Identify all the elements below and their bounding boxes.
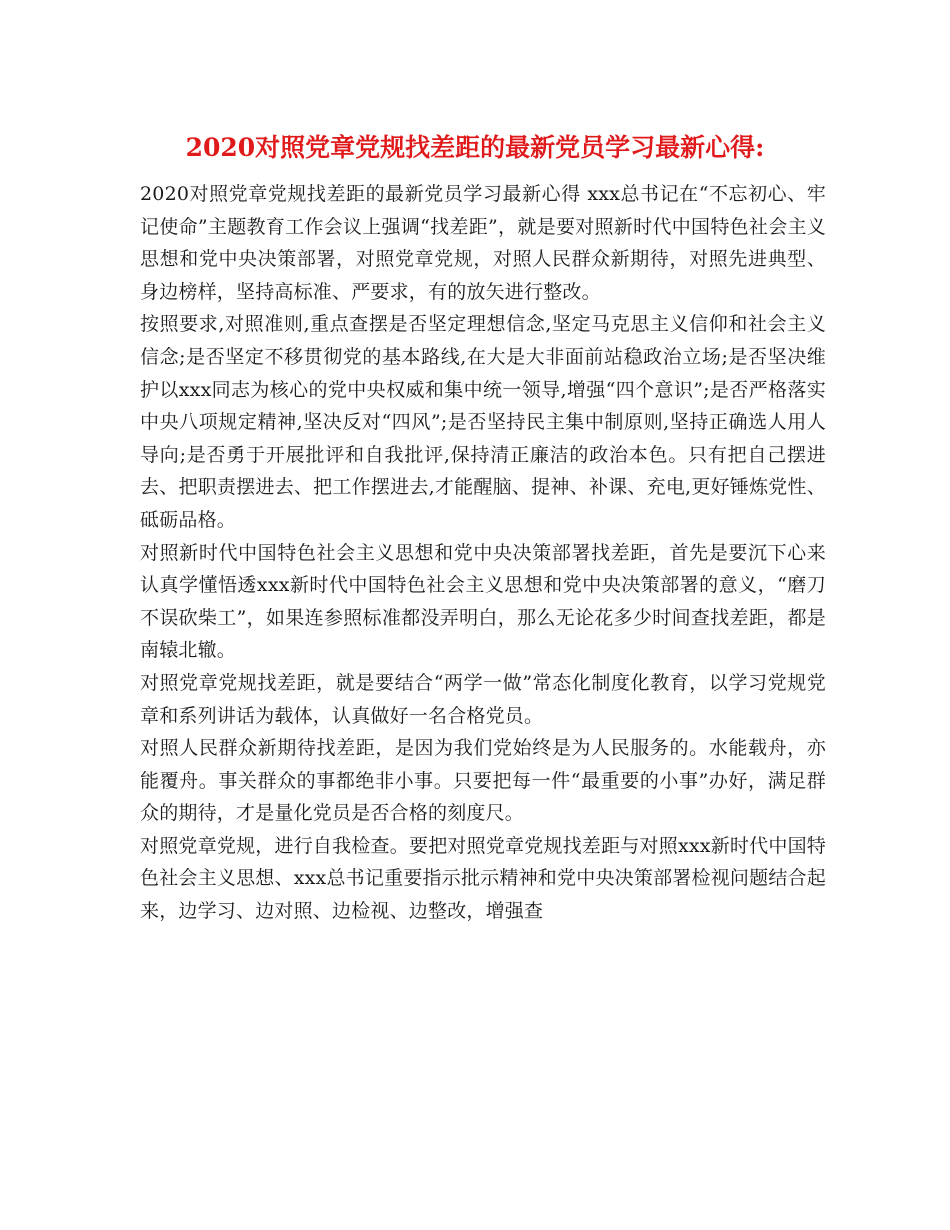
paragraph-3: 对照新时代中国特色社会主义思想和党中央决策部署找差距，首先是要沉下心来认真学懂悟透xxx新时代中国特色社会主义思想和党中央决策部署的意义，“磨刀不误砍柴工”，如果连参照标准都没弄明白，那么无论花多少时间查找差距，都是南辕北辙。 <box>140 541 826 662</box>
paragraph-4: 对照党章党规找差距，就是要结合“两学一做”常态化制度化教育，以学习党规党章和系列讲话为载体，认真做好一名合格党员。 <box>140 671 826 727</box>
document-title: 2020对照党章党规找差距的最新党员学习最新心得: <box>185 133 765 162</box>
paragraph-2: 按照要求,对照准则,重点查摆是否坚定理想信念,坚定马克思主义信仰和社会主义信念;是否坚定不移贯彻党的基本路线,在大是大非面前站稳政治立场;是否坚决维护以xxx同志为核心的党中央权威和集中统一领导,增强“四个意识”;是否严格落实中央八项规定精神,坚决反对“四风”;是否坚持民主集中制原则,坚持正确选人用人导向;是否勇于开展批评和自我批评,保持清正廉洁的政治本色。只有把自己摆进去、把职责摆进去、把工作摆进去,才能醒脑、提神、补课、充电,更好锤炼党性、砥砺品格。 <box>140 313 826 531</box>
paragraph-6: 对照党章党规，进行自我检查。要把对照党章党规找差距与对照xxx新时代中国特色社会主义思想、xxx总书记重要指示批示精神和党中央决策部署检视问题结合起来，边学习、边对照、边检视、边整改，增强查 <box>140 834 826 923</box>
paragraph-1: 2020对照党章党规找差距的最新党员学习最新心得 xxx总书记在“不忘初心、牢记使命”主题教育工作会议上强调“找差距”，就是要对照新时代中国特色社会主义思想和党中央决策部署，对照党章党规，对照人民群众新期待，对照先进典型、身边榜样，坚持高标准、严要求，有的放矢进行整改。 <box>140 183 826 303</box>
document-body <box>140 178 826 928</box>
paragraph-5: 对照人民群众新期待找差距，是因为我们党始终是为人民服务的。水能载舟，亦能覆舟。事关群众的事都绝非小事。只要把每一件“最重要的小事”办好，满足群众的期待，才是量化党员是否合格的刻度尺。 <box>140 737 826 825</box>
